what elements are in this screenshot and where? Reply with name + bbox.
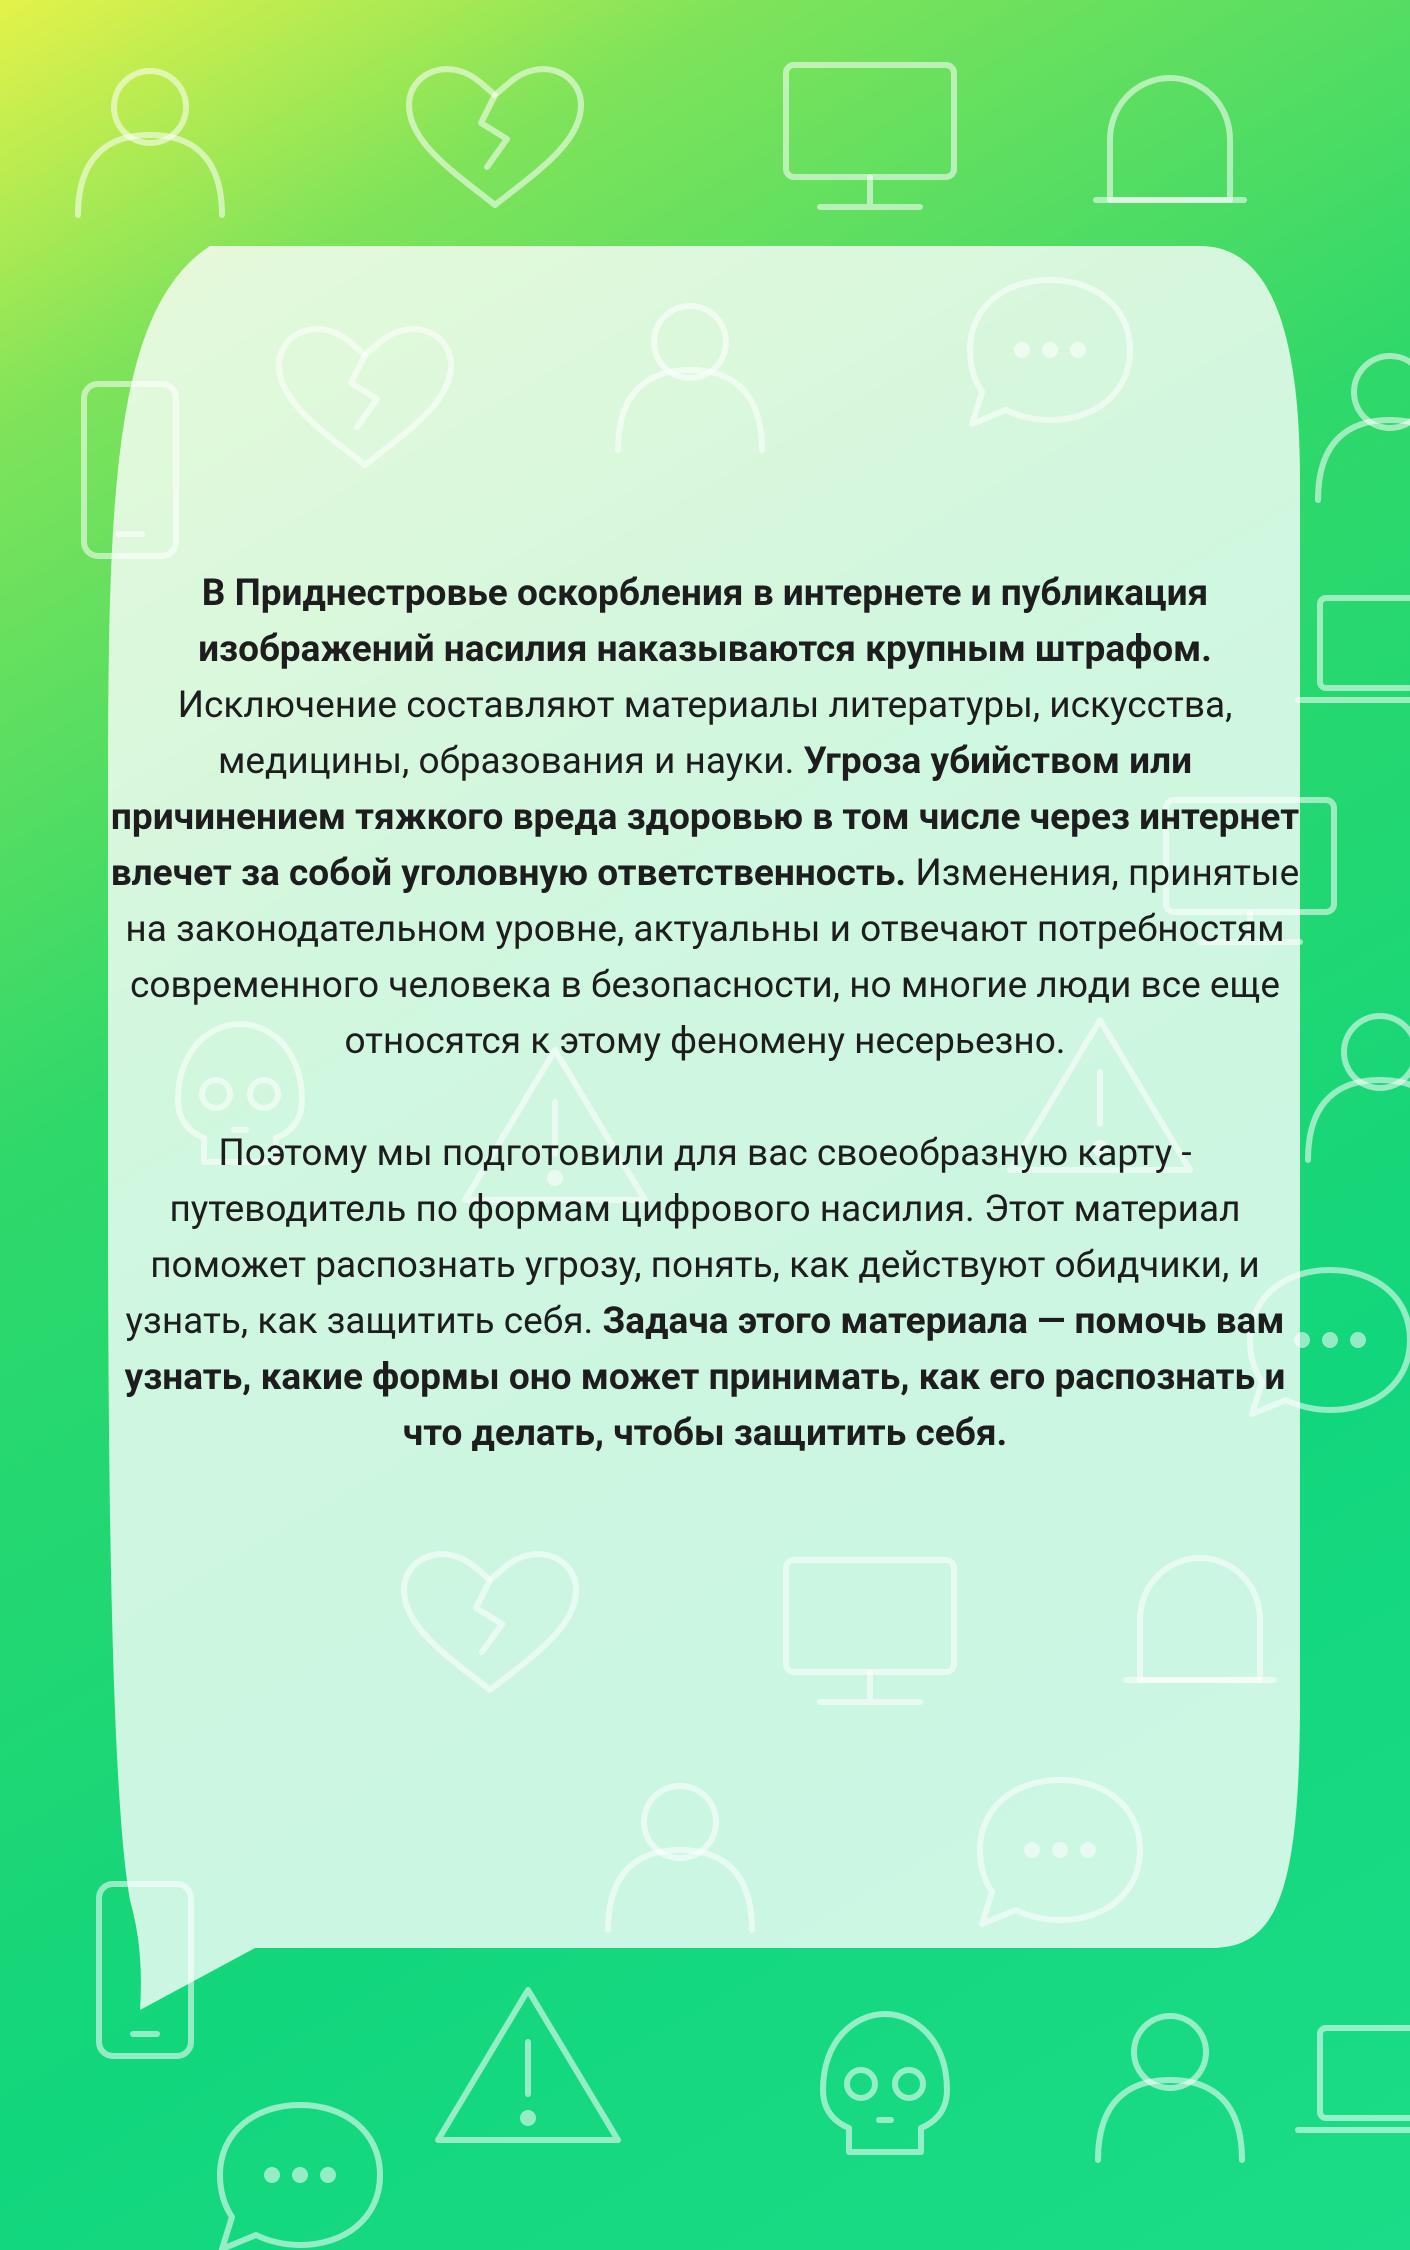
- main-text: [110, 566, 1300, 1462]
- bold-statement-criminal: Угроза убийством или причинением тяжкого вреда здоровью в том числе через интернет влечет за собой уголовную ответственность.: [110, 740, 1300, 895]
- paragraph-purpose: [110, 1126, 1300, 1462]
- exceptions-text: Исключение составляют материалы литературы, искусства, медицины, образования и науки.: [177, 684, 1233, 783]
- guide-text: Поэтому мы подготовили для вас своеобразную карту - путеводитель по формам цифрового насилия. Этот материал поможет распознать угрозу, понять, как действуют обидчики, и узнать, как защитить себя.: [125, 1132, 1260, 1343]
- paragraph-legal: [110, 566, 1300, 1070]
- bold-statement-task: Задача этого материала — помочь вам узнать, какие формы оно может принимать, как его распознать и что делать, чтобы защитить себя.: [124, 1300, 1286, 1455]
- bold-statement-fines: В Приднестровье оскорбления в интернете и публикация изображений насилия наказываются крупным штрафом.: [198, 572, 1212, 671]
- changes-text: Изменения, принятые на законодательном уровне, актуальны и отвечают потребностям современного человека в безопасности, но многие люди все еще относятся к этому феномену несерьезно.: [125, 852, 1300, 1063]
